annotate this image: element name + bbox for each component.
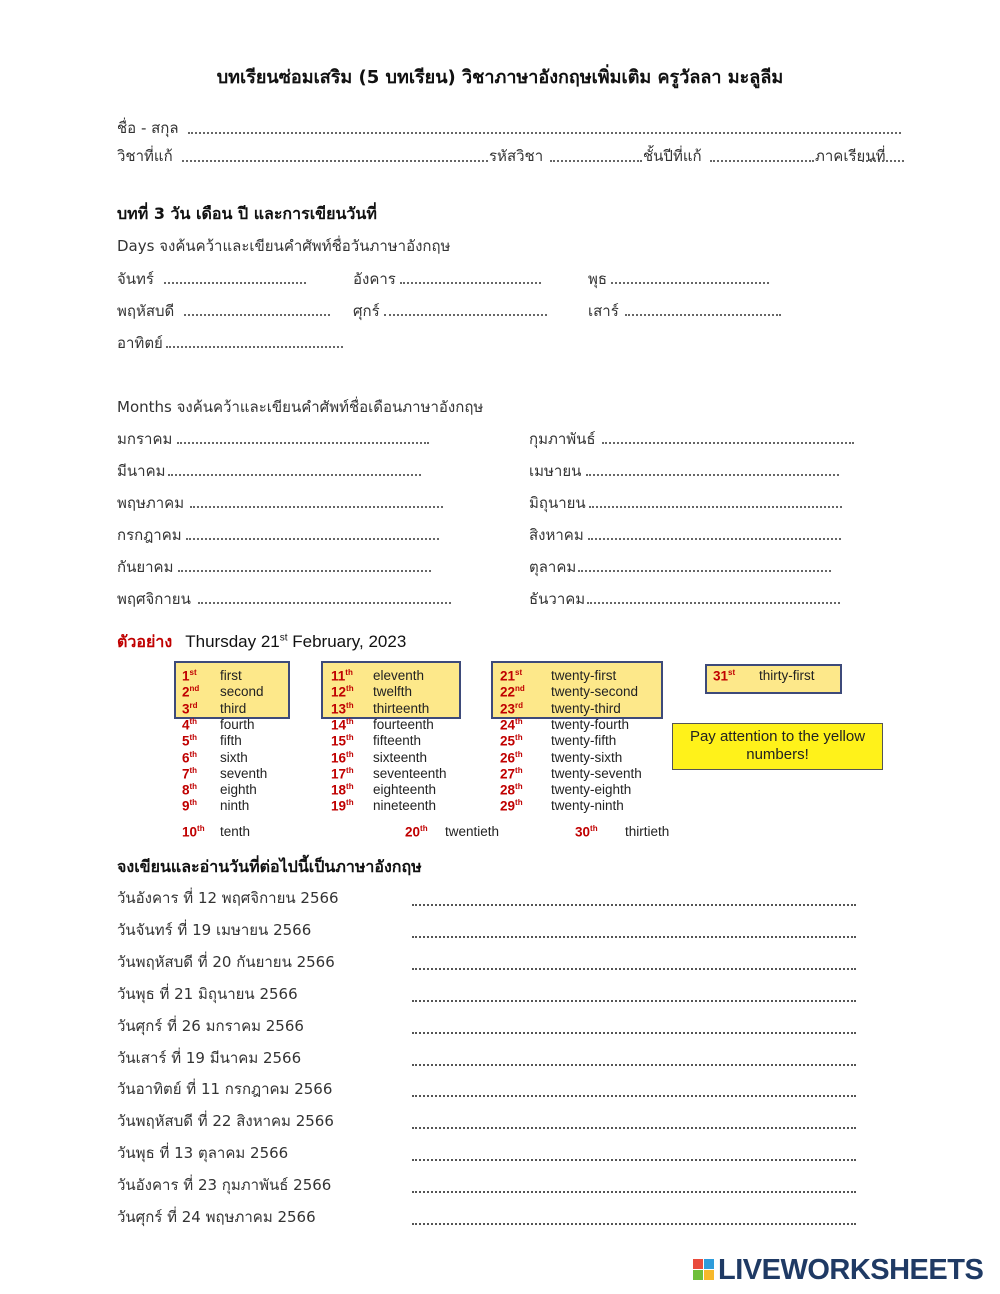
ordinal-number: 12th: [331, 684, 354, 700]
exercise-question: วันอังคาร ที่ 12 พฤศจิกายน 2566: [117, 889, 339, 907]
liveworksheets-logo: LIVEWORKSHEETS: [718, 1254, 984, 1286]
month-label: พฤษภาคม: [117, 494, 185, 512]
ordinal-number: 15th: [331, 733, 354, 749]
ordinal-word: fourteenth: [373, 716, 434, 732]
exercise-answer-field[interactable]: [412, 1141, 856, 1161]
day-answer[interactable]: [166, 336, 343, 348]
ordinal-10th-word: tenth: [220, 824, 251, 839]
ordinal-word: sixth: [220, 749, 248, 765]
exercise-question: วันเสาร์ ที่ 19 มีนาคม 2566: [117, 1048, 302, 1067]
month-label: มีนาคม: [117, 462, 166, 480]
example-date-month-year: February, 2023: [287, 632, 407, 651]
ordinal-word: thirteenth: [373, 700, 430, 716]
ordinal-number: 24th: [500, 716, 523, 733]
ordinal-number: 5th: [182, 733, 198, 749]
day-answer[interactable]: [164, 272, 306, 284]
ordinal-word: nineteenth: [373, 798, 437, 814]
ordinal-number: 28th: [500, 782, 523, 798]
exercise-question: วันอังคาร ที่ 23 กุมภาพันธ์ 2566: [117, 1176, 332, 1195]
ordinal-word: twelfth: [373, 684, 413, 700]
subject-field[interactable]: [182, 148, 488, 162]
ordinal-word: twenty-first: [551, 668, 617, 683]
day-label: อาทิตย์: [117, 334, 163, 352]
ordinal-word: twenty-sixth: [551, 749, 623, 765]
month-label: มกราคม: [117, 430, 173, 448]
ordinal-word: twenty-seventh: [551, 765, 642, 781]
exercise-question: วันพุธ ที่ 21 มิถุนายน 2566: [117, 984, 298, 1003]
ordinal-word: twenty-fourth: [551, 716, 630, 732]
ordinal-number: 11th: [331, 668, 353, 684]
month-answer[interactable]: [190, 496, 443, 508]
ordinal-number: 25th: [500, 733, 523, 749]
ordinal-number: 26th: [500, 749, 523, 765]
month-answer[interactable]: [588, 528, 841, 540]
exercise-answer-field[interactable]: [412, 1046, 856, 1066]
exercise-answer-field[interactable]: [412, 918, 856, 938]
ordinal-number: 23rd: [500, 700, 524, 717]
ordinal-word: sixteenth: [373, 749, 428, 765]
day-answer[interactable]: [400, 272, 541, 284]
name-label: ชื่อ - สกุล: [117, 119, 179, 137]
month-label: เมษายน: [529, 462, 582, 480]
ordinal-word: fifteenth: [373, 733, 422, 749]
ordinal-number: 13th: [331, 700, 354, 717]
month-answer[interactable]: [177, 432, 429, 444]
example-label: ตัวอย่าง: [117, 632, 173, 651]
ordinal-number: 6th: [182, 749, 198, 765]
ordinal-30th-word: thirtieth: [625, 824, 670, 839]
exercise-question: วันพฤหัสบดี ที่ 22 สิงหาคม 2566: [117, 1112, 334, 1131]
month-answer[interactable]: [168, 464, 421, 476]
ordinal-number: 19th: [331, 798, 354, 814]
day-label: ศุกร์: [353, 302, 380, 320]
code-label: รหัสวิชา: [489, 147, 544, 165]
exercise-question: วันพุธ ที่ 13 ตุลาคม 2566: [117, 1144, 289, 1163]
ordinal-word: twenty-second: [551, 684, 639, 700]
ordinal-number: 17th: [331, 765, 354, 782]
ordinal-number: 3rd: [182, 700, 198, 717]
term-label: ภาคเรียนที่: [815, 147, 886, 165]
day-answer[interactable]: [184, 304, 330, 316]
month-label: สิงหาคม: [529, 526, 584, 544]
months-instruction: Months จงค้นคว้าและเขียนคำศัพท์ชื่อเดือนภาษาอังกฤษ: [117, 398, 484, 416]
ordinal-number: 18th: [331, 782, 354, 798]
ordinal-word: twenty-fifth: [551, 733, 617, 749]
ordinal-number: 9th: [182, 798, 198, 814]
ordinal-word: third: [220, 700, 247, 716]
exercise-question: วันจันทร์ ที่ 19 เมษายน 2566: [117, 920, 312, 939]
month-label: มิถุนายน: [529, 494, 586, 512]
exercise-question: วันอาทิตย์ ที่ 11 กรกฎาคม 2566: [117, 1080, 333, 1099]
lesson-heading: บทที่ 3 วัน เดือน ปี และการเขียนวันที่: [117, 204, 377, 223]
day-answer[interactable]: [611, 272, 769, 284]
yellow-numbers-note: Pay attention to the yellow numbers!: [672, 723, 883, 770]
day-answer[interactable]: [625, 304, 781, 316]
ordinal-number: 2nd: [182, 684, 200, 700]
ordinal-31st-word: thirty-first: [759, 668, 815, 683]
ordinal-number: 4th: [182, 716, 198, 733]
ordinal-20th-number: 20th: [405, 824, 428, 840]
exercise-answer-field[interactable]: [412, 1205, 856, 1225]
ordinal-number: 7th: [182, 765, 198, 782]
exercise-question: วันศุกร์ ที่ 26 มกราคม 2566: [117, 1016, 304, 1035]
exercise-answer-field[interactable]: [412, 950, 856, 970]
ordinal-word: twenty-third: [551, 700, 621, 716]
day-answer[interactable]: [384, 304, 547, 316]
month-label: กรกฎาคม: [117, 526, 182, 544]
month-label: พฤศจิกายน: [117, 590, 191, 608]
subject-label: วิชาที่แก้: [117, 147, 173, 165]
ordinal-word: first: [220, 668, 242, 683]
page-title: บทเรียนซ่อมเสริม (5 บทเรียน) วิชาภาษาอังกฤษเพิ่มเติม ครูวัลลา มะลูลีม: [216, 67, 784, 88]
ordinal-10th-number: 10th: [182, 824, 205, 840]
exercise-answer-field[interactable]: [412, 1109, 856, 1129]
ordinal-word: eighth: [220, 782, 257, 798]
ordinal-20th-word: twentieth: [445, 824, 500, 839]
day-label: พฤหัสบดี: [117, 302, 175, 320]
month-answer[interactable]: [578, 560, 831, 572]
days-instruction: Days จงค้นคว้าและเขียนคำศัพท์ชื่อวันภาษาอังกฤษ: [117, 237, 451, 255]
month-label: กุมภาพันธ์: [529, 430, 596, 448]
grade-label: ชั้นปีที่แก้: [643, 147, 702, 165]
ordinal-31st-number: 31st: [713, 668, 736, 684]
exercise-answer-field[interactable]: [412, 982, 856, 1002]
ordinal-number: 1st: [182, 668, 197, 684]
month-answer[interactable]: [178, 560, 431, 572]
exercise-answer-field[interactable]: [412, 886, 856, 906]
day-label: เสาร์: [588, 302, 619, 320]
exercise-answer-field[interactable]: [412, 1014, 856, 1034]
month-answer[interactable]: [186, 528, 439, 540]
month-answer[interactable]: [198, 592, 451, 604]
ordinal-word: seventeenth: [373, 765, 447, 781]
ordinal-word: fifth: [220, 733, 242, 749]
month-answer[interactable]: [587, 592, 840, 604]
ordinal-word: twenty-ninth: [551, 798, 624, 814]
ordinal-word: seventh: [220, 765, 268, 781]
ordinal-30th-number: 30th: [575, 824, 598, 840]
month-answer[interactable]: [602, 432, 854, 444]
liveworksheets-logo-icon: [693, 1259, 715, 1281]
ordinal-word: fourth: [220, 716, 255, 732]
ordinal-number: 21st: [500, 668, 523, 684]
exercise-answer-field[interactable]: [412, 1077, 856, 1097]
ordinal-number: 27th: [500, 765, 523, 782]
ordinal-word: eighteenth: [373, 782, 437, 798]
ordinal-number: 22nd: [500, 684, 525, 700]
month-label: กันยาคม: [117, 558, 174, 576]
example-line: [117, 630, 406, 655]
grade-field[interactable]: [710, 148, 814, 162]
ordinal-word: second: [220, 684, 264, 700]
ordinal-number: 14th: [331, 716, 354, 733]
day-label: จันทร์: [117, 270, 154, 288]
ordinal-word: ninth: [220, 798, 250, 814]
month-answer[interactable]: [586, 464, 839, 476]
exercise-answer-field[interactable]: [412, 1173, 856, 1193]
code-field[interactable]: [550, 148, 642, 162]
day-label: พุธ: [588, 270, 608, 288]
exercise-question: วันศุกร์ ที่ 24 พฤษภาคม 2566: [117, 1208, 316, 1226]
month-label: ธันวาคม: [529, 590, 586, 608]
ordinal-number: 8th: [182, 782, 198, 798]
example-date-day: Thursday 21: [185, 632, 280, 651]
exercise-question: วันพฤหัสบดี ที่ 20 กันยายน 2566: [117, 952, 335, 971]
month-label: ตุลาคม: [529, 558, 577, 576]
month-answer[interactable]: [589, 496, 842, 508]
day-label: อังคาร: [353, 270, 396, 288]
exercise-heading: จงเขียนและอ่านวันที่ต่อไปนี้เป็นภาษาอังกฤษ: [117, 857, 422, 876]
ordinal-number: 16th: [331, 749, 354, 765]
ordinal-word: eleventh: [373, 668, 425, 683]
term-field[interactable]: [862, 148, 904, 162]
name-field[interactable]: [188, 120, 901, 134]
example-date-suffix: st: [279, 632, 288, 644]
ordinal-word: twenty-eighth: [551, 782, 632, 798]
example-date: [185, 632, 406, 651]
ordinal-number: 29th: [500, 798, 523, 814]
